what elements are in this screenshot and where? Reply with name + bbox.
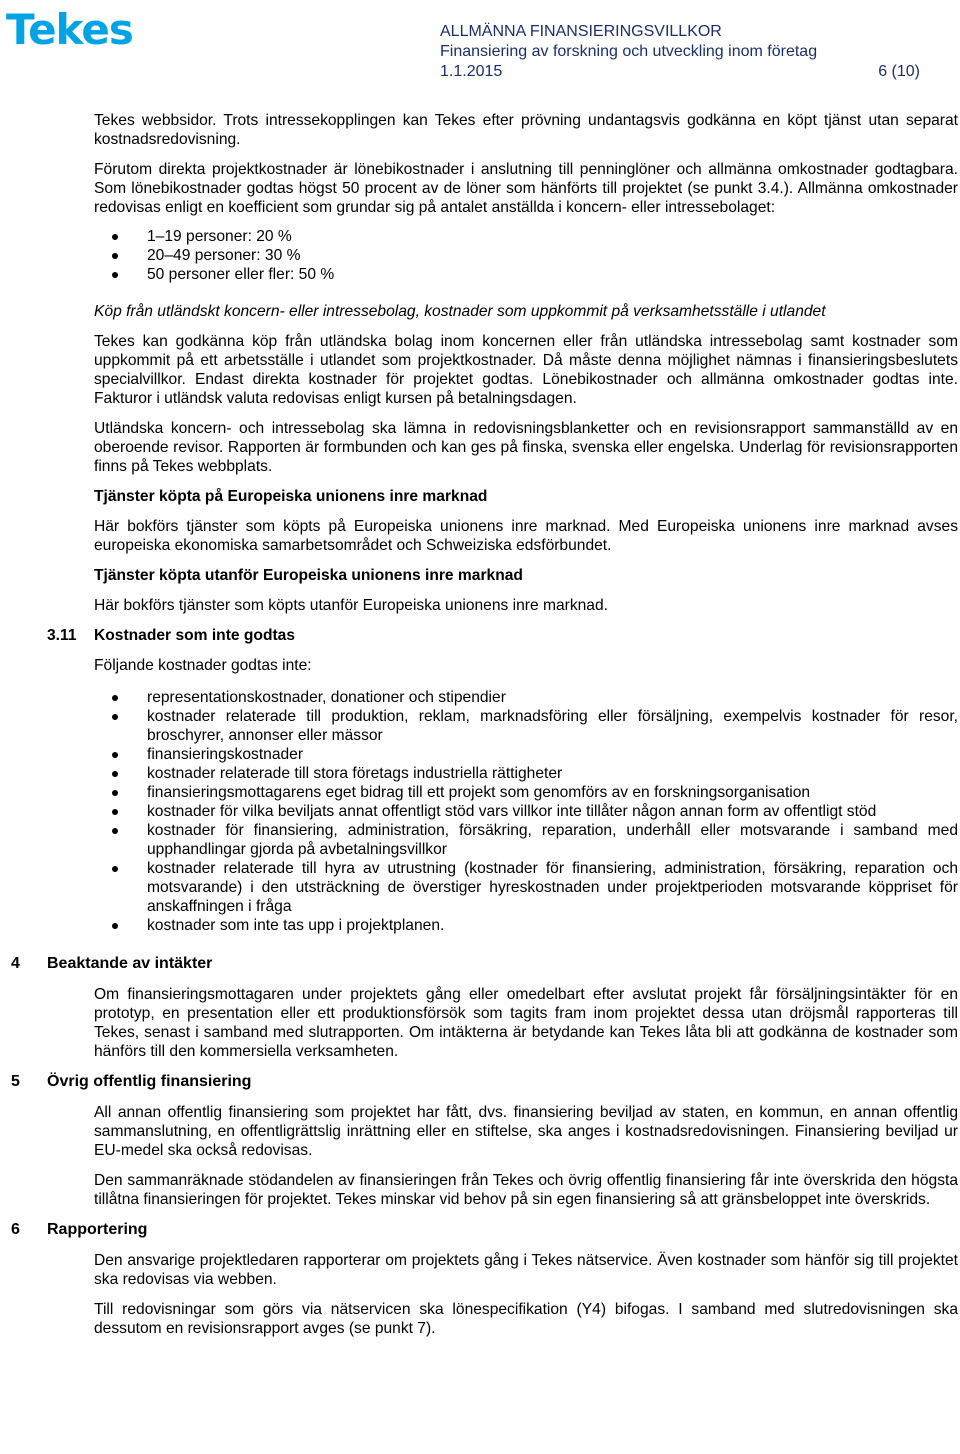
list-item [94, 707, 958, 745]
page-content [0, 111, 960, 1338]
paragraph: Tekes webbsidor. Trots intressekopplingen kan Tekes efter prövning undantagsvis godkänna en köpt tjänst utan separat kostnadsredovisning. [94, 112, 958, 148]
list-item-text: kostnader för finansiering, administration, försäkring, reparation, underhåll eller motsvarande i samband med upphandlingar gjorda på avbetalningsvillkor [147, 822, 958, 858]
list-item [94, 916, 958, 935]
chapter-title: Övrig offentlig finansiering [47, 1073, 252, 1090]
chapter-number: 4 [11, 955, 20, 972]
list-item-text: kostnader relaterade till hyra av utrustning (kostnader för finansiering, administration, försäkring, reparation och motsvarande) i den utsträckning de överstiger hyreskostnaden under projektperioden motsvarande köppriset för anskaffningen i fråga [147, 860, 958, 915]
bullet-icon [112, 714, 118, 720]
paragraph: Den ansvarige projektledaren rapporterar om projektets gång i Tekes nätservice. Även kostnader som hänför sig till projektet ska redovisas via webben. [94, 1252, 958, 1288]
page-header [0, 0, 960, 95]
paragraph: Följande kostnader godtas inte: [94, 657, 312, 674]
document-title: ALLMÄNNA FINANSIERINGSVILLKOR [440, 23, 722, 40]
header-info [440, 22, 920, 82]
list-item [94, 745, 958, 764]
chapter-number: 6 [11, 1221, 20, 1238]
paragraph: All annan offentlig finansiering som projektet har fått, dvs. finansiering beviljad av staten, en kommun, en annan offentlig sammanslutning, en offentligrättslig inrättning eller en stiftelse, ska anges i kostnadsredovisningen. Finansiering beviljad ur EU-medel ska också redovisas. [94, 1104, 958, 1159]
list-item [94, 783, 958, 802]
bullet-icon [112, 272, 118, 278]
list-item [94, 802, 958, 821]
bullet-icon [112, 695, 118, 701]
chapter-title: Beaktande av intäkter [47, 955, 213, 972]
non-eligible-costs-list [94, 688, 958, 935]
list-item-text: kostnader för vilka beviljats annat offentligt stöd vars villkor inte tillåter någon annan form av offentligt stöd [147, 803, 877, 820]
bullet-icon [112, 809, 118, 815]
chapter-title: Rapportering [47, 1221, 148, 1238]
section-number: 3.11 [47, 627, 77, 644]
bullet-icon [112, 866, 118, 872]
heading-services-outside-eu: Tjänster köpta utanför Europeiska unionens inre marknad [94, 567, 523, 584]
section-heading-3-11 [0, 626, 960, 645]
chapter-heading-6 [0, 1220, 960, 1240]
list-item-text: finansieringskostnader [147, 746, 304, 763]
chapter-heading-5 [0, 1072, 960, 1092]
overhead-rate-list [94, 227, 958, 284]
list-item [94, 821, 958, 859]
tekes-logo: Tekes [6, 5, 133, 54]
document-date: 1.1.2015 [440, 63, 503, 80]
list-item [94, 688, 958, 707]
list-item [94, 764, 958, 783]
section-title: Kostnader som inte godtas [94, 627, 296, 644]
paragraph: Till redovisningar som görs via nätservicen ska lönespecifikation (Y4) bifogas. I samband med slutredovisningen ska dessutom en revisionsrapport avges (se punkt 7). [94, 1301, 958, 1337]
bullet-icon [112, 790, 118, 796]
paragraph: Tekes kan godkänna köp från utländska bolag inom koncernen eller från utländska intressebolag samt kostnader som uppkommit på ett arbetsställe i utlandet som projektkostnader. Då måste denna möjlighet nämnas i finansieringsbeslutets specialvillkor. Endast direkta kostnader för projektet godtas. Lönebikostnader och allmänna omkostnader godtas inte. Fakturor i utländsk valuta redovisas enligt kursen på betalningsdagen. [94, 333, 958, 407]
page-number: 6 (10) [878, 63, 920, 80]
paragraph: Om finansieringsmottagaren under projektets gång eller omedelbart efter avslutat projekt får försäljningsintäkter för en prototyp, en presentation eller ett produktionsförsök som tagits fram inom projektet dessa utan dröjsmål rapporteras till Tekes, senast i samband med slutrapporten. Om intäkterna är betydande kan Tekes låta bli att godkänna de kostnader som hänförs till den kommersiella verksamheten. [94, 986, 958, 1060]
list-item-text: kostnader som inte tas upp i projektplanen. [147, 917, 445, 934]
list-item [94, 859, 958, 916]
bullet-icon [112, 923, 118, 929]
list-item-text: kostnader relaterade till stora företags industriella rättigheter [147, 765, 563, 782]
list-item-text: 20–49 personer: 30 % [147, 247, 301, 264]
paragraph: Den sammanräknade stödandelen av finansieringen från Tekes och övrig offentlig finansiering får inte överskrida den högsta tillåtna finansieringen för projektet. Tekes minskar vid behov på sin egen finansiering så att gränsbeloppet inte överskrids. [94, 1172, 958, 1208]
bullet-icon [112, 828, 118, 834]
chapter-number: 5 [11, 1073, 20, 1090]
list-item-text: kostnader relaterade till produktion, reklam, marknadsföring eller försäljning, exempelvis kostnader för resor, broschyrer, annonser eller mässor [147, 708, 958, 744]
list-item-text: 50 personer eller fler: 50 % [147, 266, 335, 283]
heading-services-inside-eu: Tjänster köpta på Europeiska unionens inre marknad [94, 488, 488, 505]
paragraph: Förutom direkta projektkostnader är lönebikostnader i anslutning till penninglöner och allmänna omkostnader godtagbara. Som lönebikostnader godtas högst 50 procent av de löner som hänförts till projektet (se punkt 3.4.). Allmänna omkostnader redovisas enligt en koefficient som grundar sig på antalet anställda i koncern- eller intressebolaget: [94, 161, 958, 216]
bullet-icon [112, 253, 118, 259]
sub-heading-foreign-purchases: Köp från utländskt koncern- eller intressebolag, kostnader som uppkommit på verksamhetsställe i utlandet [94, 303, 826, 320]
document-subtitle: Finansiering av forskning och utveckling inom företag [440, 43, 818, 60]
list-item [94, 246, 958, 265]
bullet-icon [112, 752, 118, 758]
paragraph: Här bokförs tjänster som köpts utanför Europeiska unionens inre marknad. [94, 597, 608, 614]
list-item-text: 1–19 personer: 20 % [147, 228, 292, 245]
bullet-icon [112, 771, 118, 777]
paragraph: Här bokförs tjänster som köpts på Europeiska unionens inre marknad. Med Europeiska unionens inre marknad avses europeiska ekonomiska samarbetsområdet och Schweiziska edsförbundet. [94, 518, 958, 554]
bullet-icon [112, 234, 118, 240]
list-item-text: representationskostnader, donationer och stipendier [147, 689, 506, 706]
paragraph: Utländska koncern- och intressebolag ska lämna in redovisningsblanketter och en revisionsrapport sammanställd av en oberoende revisor. Rapporten är formbunden och kan ges på finska, svenska eller engelska. Underlag för revisionsrapporten finns på Tekes webbplats. [94, 420, 958, 475]
list-item [94, 227, 958, 246]
list-item [94, 265, 958, 284]
list-item-text: finansieringsmottagarens eget bidrag till ett projekt som genomförs av en forskningsorganisation [147, 784, 811, 801]
chapter-heading-4 [0, 954, 960, 974]
